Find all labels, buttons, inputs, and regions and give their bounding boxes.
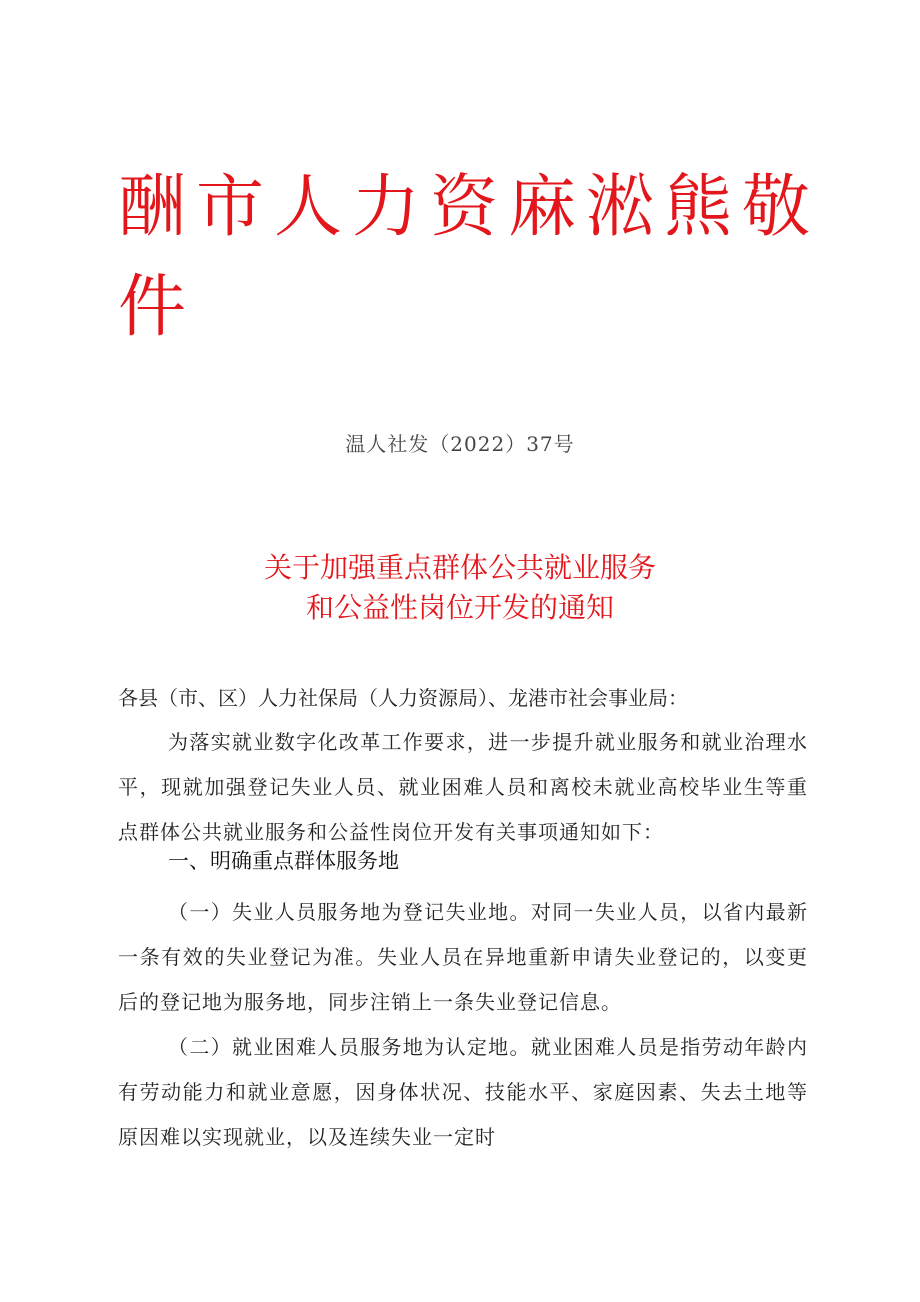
title-line-2: 和公益性岗位开发的通知: [305, 591, 614, 624]
addressee-line: 各县（市、区）人力社保局（人力资源局）、龙港市社会事业局：: [118, 686, 688, 710]
intro-paragraph: 为落实就业数字化改革工作要求，进一步提升就业服务和就业治理水平，现就加强登记失业人员、就业困难人员和离校未就业高校毕业生等重点群体公共就业服务和公益性岗位开发有关事项通知如下：: [118, 730, 808, 844]
item-1-paragraph: （一）失业人员服务地为登记失业地。对同一失业人员，以省内最新一条有效的失业登记为准。失业人员在异地重新申请失业登记的，以变更后的登记地为服务地，同步注销上一条失业登记信息。: [118, 900, 808, 1014]
issuing-authority-masthead: [118, 158, 821, 358]
masthead-line-1: 酬市人力资麻淞熊敬: [118, 168, 821, 247]
masthead-line-2: 件: [118, 268, 197, 347]
section-heading: 一、明确重点群体服务地: [168, 849, 399, 873]
title-line-1: 关于加强重点群体公共就业服务: [263, 551, 656, 584]
document-number: 温人社发（2022）37号: [345, 432, 575, 456]
item-2-paragraph: （二）就业困难人员服务地为认定地。就业困难人员是指劳动年龄内有劳动能力和就业意愿，因身体状况、技能水平、家庭因素、失去土地等原因难以实现就业，以及连续失业一定时: [118, 1035, 808, 1149]
document-title: [0, 548, 920, 628]
